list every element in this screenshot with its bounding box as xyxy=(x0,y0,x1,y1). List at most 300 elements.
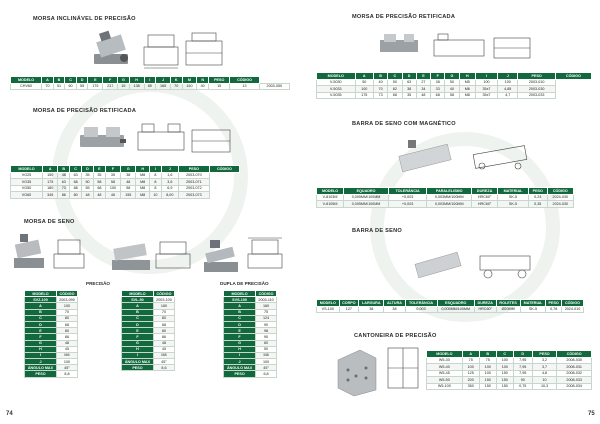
morsa-retificada-right-cell: 63 xyxy=(402,79,416,86)
cantoneira-cell: 75 xyxy=(479,357,496,364)
cantoneira-cell: 10 xyxy=(532,377,557,384)
seno-3-cell: E xyxy=(224,328,256,334)
seno-3-cell: PESO xyxy=(224,371,256,377)
table-barra-de-seno xyxy=(316,299,584,313)
seno-2-cell: E xyxy=(122,328,154,334)
morsa-inclinavel-header-cell: CÓDIGO xyxy=(230,77,259,84)
table-seno-2 xyxy=(121,290,175,371)
morsa-retificada-left-cell: 55 xyxy=(82,185,94,192)
barra-de-seno-header-cell: LARGURA xyxy=(359,300,384,307)
morsa-retificada-left-header-cell: A xyxy=(43,166,58,173)
seno-2-cell: 45 xyxy=(153,346,174,352)
morsa-retificada-left-cell: 48 xyxy=(58,172,70,179)
table-morsa-retificada-right xyxy=(316,72,592,99)
morsa-inclinavel-cell: 237 xyxy=(103,83,118,90)
seno-1-cell: J xyxy=(25,359,57,365)
product-photo-barra-seno-magnetico xyxy=(396,134,454,174)
barra-seno-magnetico-cell: +0,003 xyxy=(388,201,426,208)
seno-1-cell: A xyxy=(25,303,57,309)
morsa-retificada-right-cell: 70 xyxy=(373,86,387,93)
seno-3-header-cell: CÓDIGO xyxy=(256,291,277,297)
seno-1-header-cell: CÓDIGO xyxy=(56,291,77,297)
seno-3-cell: F xyxy=(224,334,256,340)
morsa-inclinavel-cell: 70 xyxy=(170,83,182,90)
seno-2-cell: PESO xyxy=(122,365,154,371)
cantoneira-header-cell: PESO xyxy=(532,351,557,358)
barra-seno-magnetico-cell: HRC60° xyxy=(472,194,498,201)
morsa-inclinavel-header-cell: I xyxy=(144,77,156,84)
cantoneira-header-cell: D xyxy=(513,351,532,358)
barra-seno-magnetico-cell: 0,35 xyxy=(528,201,547,208)
seno-1-cell: 48 xyxy=(56,340,77,346)
seno-1-cell: 100 xyxy=(56,359,77,365)
seno-3-cell: 90 xyxy=(256,334,277,340)
morsa-retificada-right-cell: M5 xyxy=(459,79,475,86)
morsa-inclinavel-header-cell: M xyxy=(182,77,197,84)
morsa-retificada-right-header-cell: CÓDIGO xyxy=(555,73,591,80)
seno-3-cell: J xyxy=(224,359,256,365)
morsa-retificada-right-header-cell: E xyxy=(416,73,430,80)
cantoneira-header-cell: MODELO xyxy=(427,351,463,358)
morsa-retificada-left-header-cell: F xyxy=(105,166,120,173)
cantoneira-cell: 3,7 xyxy=(532,364,557,371)
cantoneira-cell: 10,3 xyxy=(532,383,557,390)
morsa-retificada-left-cell: VG50 xyxy=(11,185,43,192)
cantoneira-cell: 100 xyxy=(496,357,513,364)
seno-2-cell: 2003-100 xyxy=(153,297,174,303)
morsa-retificada-left-cell: 68 xyxy=(70,179,82,186)
morsa-retificada-left-header-cell: I xyxy=(149,166,161,173)
cantoneira-cell: 150 xyxy=(496,377,513,384)
seno-1-cell: H xyxy=(25,346,57,352)
barra-seno-magnetico-header-cell: DUREZA xyxy=(472,188,498,195)
table-morsa-retificada-left xyxy=(10,165,240,199)
morsa-inclinavel-cell: 150 xyxy=(182,83,197,90)
morsa-retificada-left-cell: 155 xyxy=(121,192,136,199)
morsa-retificada-left-cell: VG25 xyxy=(11,172,43,179)
morsa-retificada-right-cell: 58 xyxy=(445,92,459,99)
seno-3-cell: 45° xyxy=(256,365,277,371)
morsa-retificada-right-header-cell: A xyxy=(355,73,373,80)
morsa-retificada-right-cell: 38 xyxy=(402,86,416,93)
morsa-inclinavel-cell: 165 xyxy=(156,83,171,90)
morsa-retificada-right-cell: 100 xyxy=(498,79,518,86)
seno-1-cell: G xyxy=(25,340,57,346)
barra-de-seno-cell: 0,005MM/100MM xyxy=(437,306,474,313)
morsa-inclinavel-header-cell: K xyxy=(170,77,182,84)
seno-1-cell: ÂNGULO MAX xyxy=(25,365,57,371)
product-photo-seno-dupla xyxy=(200,236,242,276)
morsa-retificada-left-cell: 6,9 xyxy=(161,185,178,192)
cantoneira-cell: 200 xyxy=(462,377,479,384)
morsa-inclinavel-header-cell: A xyxy=(42,77,54,84)
morsa-retificada-left-header-cell: CÓDIGO xyxy=(209,166,239,173)
morsa-retificada-right-cell: 50 xyxy=(445,79,459,86)
barra-seno-magnetico-header-cell: PARALELISMO xyxy=(427,188,472,195)
morsa-inclinavel-header-cell: D xyxy=(76,77,88,84)
seno-1-cell: B xyxy=(25,309,57,315)
seno-2-cell: 68 xyxy=(153,321,174,327)
morsa-retificada-left-header-cell: D xyxy=(82,166,94,173)
seno-1-cell: 70 xyxy=(56,309,77,315)
seno-1-cell: 100 xyxy=(56,303,77,309)
seno-2-cell: C xyxy=(122,315,154,321)
morsa-retificada-right-header-cell: B xyxy=(373,73,387,80)
morsa-inclinavel-cell: 13 xyxy=(230,83,259,90)
barra-de-seno-cell: Ø20MM xyxy=(496,306,520,313)
morsa-inclinavel-cell: 70 xyxy=(42,83,54,90)
technical-drawing-morsa-inclinavel xyxy=(140,27,226,71)
morsa-inclinavel-header-cell: N xyxy=(197,77,209,84)
barra-de-seno-header-cell: CORPO xyxy=(339,300,359,307)
morsa-retificada-left-header-cell: MODELO xyxy=(11,166,43,173)
seno-1-cell: 68 xyxy=(56,321,77,327)
section-title-barra-de-seno: BARRA DE SENO xyxy=(352,228,402,234)
morsa-inclinavel-header-cell: F xyxy=(103,77,118,84)
morsa-retificada-right-header-cell: MODELO xyxy=(317,73,356,80)
morsa-retificada-left-cell: 10 xyxy=(149,192,161,199)
morsa-retificada-left-cell: 86 xyxy=(58,192,70,199)
cantoneira-header-cell: B xyxy=(479,351,496,358)
morsa-retificada-left-cell: 88 xyxy=(70,185,82,192)
seno-1-cell: I xyxy=(25,352,57,358)
barra-seno-magnetico-header-cell: EQUADRO xyxy=(344,188,389,195)
seno-3-cell: 50 xyxy=(256,346,277,352)
morsa-retificada-left-cell: 8 xyxy=(149,172,161,179)
seno-1-cell: 80 xyxy=(56,328,77,334)
morsa-retificada-left-cell: 150 xyxy=(43,172,58,179)
morsa-retificada-right-header-cell: D xyxy=(402,73,416,80)
morsa-retificada-left-cell: M8 xyxy=(136,192,150,199)
barra-de-seno-header-cell: DUREZA xyxy=(474,300,496,307)
seno-2-cell: 80 xyxy=(153,328,174,334)
morsa-retificada-right-cell: 48 xyxy=(416,92,430,99)
table-seno-1 xyxy=(24,290,78,378)
technical-drawing-morsa-retificada-left xyxy=(134,120,236,160)
seno-1-cell: M6 xyxy=(56,352,77,358)
section-title-morsa-de-seno: MORSA DE SENO xyxy=(24,219,75,225)
morsa-inclinavel-header-cell: MODELO xyxy=(11,77,42,84)
morsa-retificada-right-cell: 100 xyxy=(355,86,373,93)
morsa-inclinavel-cell: 40 xyxy=(197,83,209,90)
cantoneira-row xyxy=(427,383,592,390)
morsa-inclinavel-cell: 15 xyxy=(208,83,230,90)
barra-seno-magnetico-header-cell: MODELO xyxy=(317,188,344,195)
morsa-inclinavel-header-cell: H xyxy=(129,77,144,84)
cantoneira-cell: 150 xyxy=(496,383,513,390)
seno-2-cell: 8,6 xyxy=(153,365,174,371)
morsa-retificada-left-cell: 345 xyxy=(43,192,58,199)
morsa-retificada-right-cell: 40 xyxy=(445,86,459,93)
product-photo-morsa-inclinavel xyxy=(88,28,134,68)
barra-seno-magnetico-cell: 0,24 xyxy=(528,194,547,201)
morsa-retificada-left-cell: 2003-070 xyxy=(178,172,209,179)
technical-drawing-seno-simples xyxy=(152,236,196,272)
cantoneira-cell: 100 xyxy=(479,364,496,371)
cantoneira-cell: 2008-030 xyxy=(557,357,592,364)
morsa-retificada-right-cell: 40 xyxy=(373,79,387,86)
seno-1-cell: SVZ-100 xyxy=(25,297,57,303)
seno-1-row xyxy=(25,371,78,377)
cantoneira-cell: W5-100 xyxy=(427,383,463,390)
morsa-retificada-left-cell: 48 xyxy=(93,192,105,199)
page-number-left: 74 xyxy=(6,411,13,417)
table-seno-3 xyxy=(223,290,277,378)
barra-seno-magnetico-row xyxy=(317,201,574,208)
morsa-retificada-left-cell: 80 xyxy=(70,192,82,199)
cantoneira-cell: 2008-033 xyxy=(557,377,592,384)
morsa-retificada-left-cell: 2003-071 xyxy=(178,179,209,186)
technical-drawing-seno-dupla xyxy=(244,232,288,272)
morsa-retificada-right-cell: 50 xyxy=(388,79,402,86)
morsa-retificada-left-cell: 46 xyxy=(105,192,120,199)
seno-1-cell: F xyxy=(25,334,57,340)
technical-drawing-seno-precisao xyxy=(50,234,90,272)
seno-3-cell: 2003-110 xyxy=(256,297,277,303)
morsa-inclinavel-header-cell: J xyxy=(156,77,171,84)
cantoneira-cell: 350 xyxy=(462,383,479,390)
seno-2-cell: G xyxy=(122,340,154,346)
morsa-retificada-left-cell: M8 xyxy=(136,185,150,192)
technical-drawing-morsa-retificada-right xyxy=(430,28,534,66)
cantoneira-cell: W5-50 xyxy=(427,377,463,384)
barra-seno-magnetico-cell: 2024-030 xyxy=(547,194,573,201)
table-morsa-inclinavel xyxy=(10,76,290,90)
seno-3-cell: H xyxy=(224,346,256,352)
cantoneira-cell: W5-40 xyxy=(427,364,463,371)
technical-drawing-barra-de-seno xyxy=(476,246,536,282)
morsa-retificada-left-cell: 8 xyxy=(149,179,161,186)
morsa-retificada-right-cell: 50 xyxy=(355,79,373,86)
seno-2-cell: D xyxy=(122,321,154,327)
seno-2-cell: F xyxy=(122,334,154,340)
morsa-retificada-left-cell: 35 xyxy=(93,172,105,179)
morsa-retificada-left-cell: 100 xyxy=(105,185,120,192)
seno-1-cell: C xyxy=(25,315,57,321)
product-photo-morsa-retificada-right xyxy=(376,30,422,58)
seno-2-cell: 48 xyxy=(153,340,174,346)
morsa-inclinavel-cell: 15 xyxy=(118,83,130,90)
morsa-retificada-right-cell: 35x7 xyxy=(475,86,497,93)
barra-seno-magnetico-cell: 2024-030 xyxy=(547,201,573,208)
morsa-retificada-right-header-cell: I xyxy=(475,73,497,80)
morsa-inclinavel-cell: 2003-050 xyxy=(259,83,289,90)
morsa-retificada-right-cell: 34 xyxy=(416,86,430,93)
morsa-inclinavel-header-cell: G xyxy=(118,77,130,84)
morsa-retificada-left-header-cell: J xyxy=(161,166,178,173)
morsa-retificada-right-header-cell: C xyxy=(388,73,402,80)
morsa-retificada-left-cell: 35 xyxy=(105,172,120,179)
seno-1-cell: 45° xyxy=(56,365,77,371)
barra-seno-magnetico-cell: 0,003MM/100MM xyxy=(427,201,472,208)
section-title-barra-seno-magnetico: BARRA DE SENO COM MAGNÉTICO xyxy=(352,121,456,127)
morsa-retificada-left-header-cell: G xyxy=(121,166,136,173)
barra-seno-magnetico-cell: 0,005MM/100MM xyxy=(344,194,389,201)
barra-de-seno-header-cell: ESQUADRO xyxy=(437,300,474,307)
barra-de-seno-header-cell: ROLETES xyxy=(496,300,520,307)
morsa-inclinavel-header-cell: C xyxy=(65,77,77,84)
cantoneira-cell: 2008-034 xyxy=(557,383,592,390)
cantoneira-header-cell: CÓDIGO xyxy=(557,351,592,358)
seno-3-cell: 160 xyxy=(256,303,277,309)
cantoneira-header-cell: A xyxy=(462,351,479,358)
table-barra-seno-magnetico xyxy=(316,187,574,208)
morsa-retificada-left-cell: 1,6 xyxy=(161,172,178,179)
seno-1-header-cell: MODELO xyxy=(25,291,57,297)
morsa-retificada-right-cell: 35 xyxy=(402,92,416,99)
morsa-retificada-left-cell: 50 xyxy=(82,179,94,186)
seno-1-cell: 8,8 xyxy=(56,371,77,377)
product-photo-barra-de-seno xyxy=(412,240,464,284)
cantoneira-cell: 7,95 xyxy=(513,364,532,371)
barra-de-seno-header-cell: ALTURA xyxy=(384,300,405,307)
technical-drawing-cantoneira xyxy=(384,344,424,394)
barra-de-seno-cell: 2024-010 xyxy=(561,306,583,313)
morsa-retificada-left-cell: 3,6 xyxy=(161,179,178,186)
morsa-retificada-left-cell: VG60 xyxy=(11,192,43,199)
morsa-retificada-left-header-cell: C xyxy=(70,166,82,173)
morsa-retificada-left-header-cell: E xyxy=(93,166,105,173)
barra-de-seno-header-cell: MODELO xyxy=(317,300,340,307)
seno-1-cell: D xyxy=(25,321,57,327)
barra-de-seno-header-cell: TOLERÂNCIA xyxy=(405,300,437,307)
cantoneira-header-cell: C xyxy=(496,351,513,358)
morsa-retificada-left-header-cell: H xyxy=(136,166,150,173)
morsa-retificada-left-cell: 58 xyxy=(93,179,105,186)
morsa-inclinavel-cell: 85 xyxy=(144,83,156,90)
cantoneira-cell: 7,95 xyxy=(513,370,532,377)
barra-de-seno-cell: VS-100 xyxy=(317,306,340,313)
morsa-retificada-left-cell: VG35 xyxy=(11,179,43,186)
morsa-retificada-right-cell: M8 xyxy=(459,92,475,99)
seno-3-cell: 75 xyxy=(256,309,277,315)
section-title-morsa-retificada-right: MORSA DE PRECISÃO RETIFICADA xyxy=(352,14,456,20)
morsa-retificada-left-cell: 2003-072 xyxy=(178,185,209,192)
morsa-retificada-left-row xyxy=(11,192,240,199)
morsa-retificada-left-cell: 48 xyxy=(82,192,94,199)
morsa-retificada-left-cell: 2003-073 xyxy=(178,192,209,199)
morsa-inclinavel-cell: 55 xyxy=(76,83,88,90)
seno-3-cell: M8 xyxy=(256,352,277,358)
morsa-retificada-left-cell: 63 xyxy=(58,179,70,186)
cantoneira-cell: 90 xyxy=(513,377,532,384)
barra-de-seno-cell: 38 xyxy=(384,306,405,313)
morsa-retificada-left-cell: 8,00 xyxy=(161,192,178,199)
seno-3-cell: 90 xyxy=(256,321,277,327)
seno-2-cell: H xyxy=(122,346,154,352)
barra-seno-magnetico-cell: V-8105M xyxy=(317,201,344,208)
morsa-inclinavel-cell: 138 xyxy=(129,83,144,90)
cantoneira-cell: 150 xyxy=(479,377,496,384)
morsa-retificada-right-cell: 4,7 xyxy=(498,92,518,99)
morsa-retificada-right-cell: 68 xyxy=(431,92,445,99)
barra-de-seno-cell: HRC60° xyxy=(474,306,496,313)
seno-2-cell: 70 xyxy=(153,309,174,315)
cantoneira-cell: 100 xyxy=(462,364,479,371)
barra-seno-magnetico-cell: +0,003 xyxy=(388,194,426,201)
seno-1-cell: 2003-090 xyxy=(56,297,77,303)
morsa-inclinavel-cell: 175 xyxy=(88,83,103,90)
barra-seno-magnetico-header-cell: PESO xyxy=(528,188,547,195)
seno-2-cell: M8 xyxy=(153,352,174,358)
seno-3-cell: SVS-100 xyxy=(224,297,256,303)
morsa-inclinavel-cell: 51 xyxy=(53,83,65,90)
morsa-retificada-right-header-cell: PESO xyxy=(518,73,555,80)
morsa-retificada-right-header-cell: F xyxy=(431,73,445,80)
morsa-retificada-left-cell: 35 xyxy=(82,172,94,179)
barra-seno-magnetico-cell: V-8103M xyxy=(317,194,344,201)
right-page xyxy=(300,0,600,424)
seno-3-cell: I xyxy=(224,352,256,358)
morsa-inclinavel-cell: 60 xyxy=(65,83,77,90)
barra-seno-magnetico-cell: SK-5 xyxy=(498,194,529,201)
technical-drawing-barra-seno-magnetico xyxy=(470,134,532,174)
seno-2-cell: SVL-50 xyxy=(122,297,154,303)
seno-1-cell: 45 xyxy=(56,346,77,352)
cantoneira-cell: W5-30 xyxy=(427,357,463,364)
morsa-inclinavel-header-cell: E xyxy=(88,77,103,84)
morsa-retificada-right-cell: 73 xyxy=(373,92,387,99)
barra-seno-magnetico-header-cell: MATERIAL xyxy=(498,188,529,195)
barra-de-seno-cell: 127 xyxy=(339,306,359,313)
seno-1-cell: 86 xyxy=(56,334,77,340)
cantoneira-cell: 150 xyxy=(496,370,513,377)
morsa-retificada-right-cell: 35x7 xyxy=(475,92,497,99)
seno-2-cell: 80 xyxy=(153,315,174,321)
seno-3-cell: 6,8 xyxy=(256,371,277,377)
product-photo-cantoneira xyxy=(334,346,380,398)
cantoneira-cell: 150 xyxy=(479,383,496,390)
barra-de-seno-header-cell: PESO xyxy=(546,300,562,307)
morsa-retificada-right-cell: 2003-010 xyxy=(518,79,555,86)
cantoneira-cell: 2008-032 xyxy=(557,370,592,377)
cantoneira-cell: 3,2 xyxy=(532,357,557,364)
barra-seno-magnetico-header-cell: CÓDIGO xyxy=(547,188,573,195)
morsa-retificada-right-header-cell: J xyxy=(498,73,518,80)
morsa-retificada-right-cell: 100 xyxy=(475,79,497,86)
seno-3-cell: 98 xyxy=(256,328,277,334)
morsa-retificada-right-cell: 175 xyxy=(355,92,373,99)
morsa-retificada-right-cell: V-5035 xyxy=(317,92,356,99)
seno-3-cell: 60 xyxy=(256,340,277,346)
seno-3-header-cell: MODELO xyxy=(224,291,256,297)
seno-2-cell: ÂNGULO MAX xyxy=(122,359,154,365)
morsa-inclinavel-row xyxy=(11,83,290,90)
morsa-retificada-left-cell: M8 xyxy=(136,172,150,179)
barra-de-seno-cell: 0,003 xyxy=(405,306,437,313)
morsa-retificada-left-cell: 63 xyxy=(70,172,82,179)
cantoneira-cell: 100 xyxy=(496,364,513,371)
morsa-retificada-left-cell: 58 xyxy=(121,185,136,192)
morsa-retificada-right-row xyxy=(317,92,592,99)
cantoneira-cell: 0,75 xyxy=(513,383,532,390)
morsa-retificada-right-cell: V-5033 xyxy=(317,86,356,93)
page-number-right: 75 xyxy=(588,411,595,417)
seno-1-cell: 80 xyxy=(56,315,77,321)
morsa-retificada-left-cell: 48 xyxy=(121,179,136,186)
morsa-inclinavel-header-cell: PESO xyxy=(208,77,230,84)
barra-de-seno-cell: 0,78 xyxy=(546,306,562,313)
barra-seno-magnetico-cell: SK-5 xyxy=(498,201,529,208)
seno-1-cell: E xyxy=(25,328,57,334)
section-title-cantoneira: CANTONEIRA DE PRECISÃO xyxy=(354,333,437,339)
barra-de-seno-row xyxy=(317,306,584,313)
product-photo-seno-precisao xyxy=(10,232,48,272)
morsa-retificada-left-cell: 180 xyxy=(43,185,58,192)
morsa-retificada-right-cell: 2003-030 xyxy=(518,86,555,93)
morsa-retificada-right-cell: M6 xyxy=(459,86,475,93)
seno-3-cell: B xyxy=(224,309,256,315)
